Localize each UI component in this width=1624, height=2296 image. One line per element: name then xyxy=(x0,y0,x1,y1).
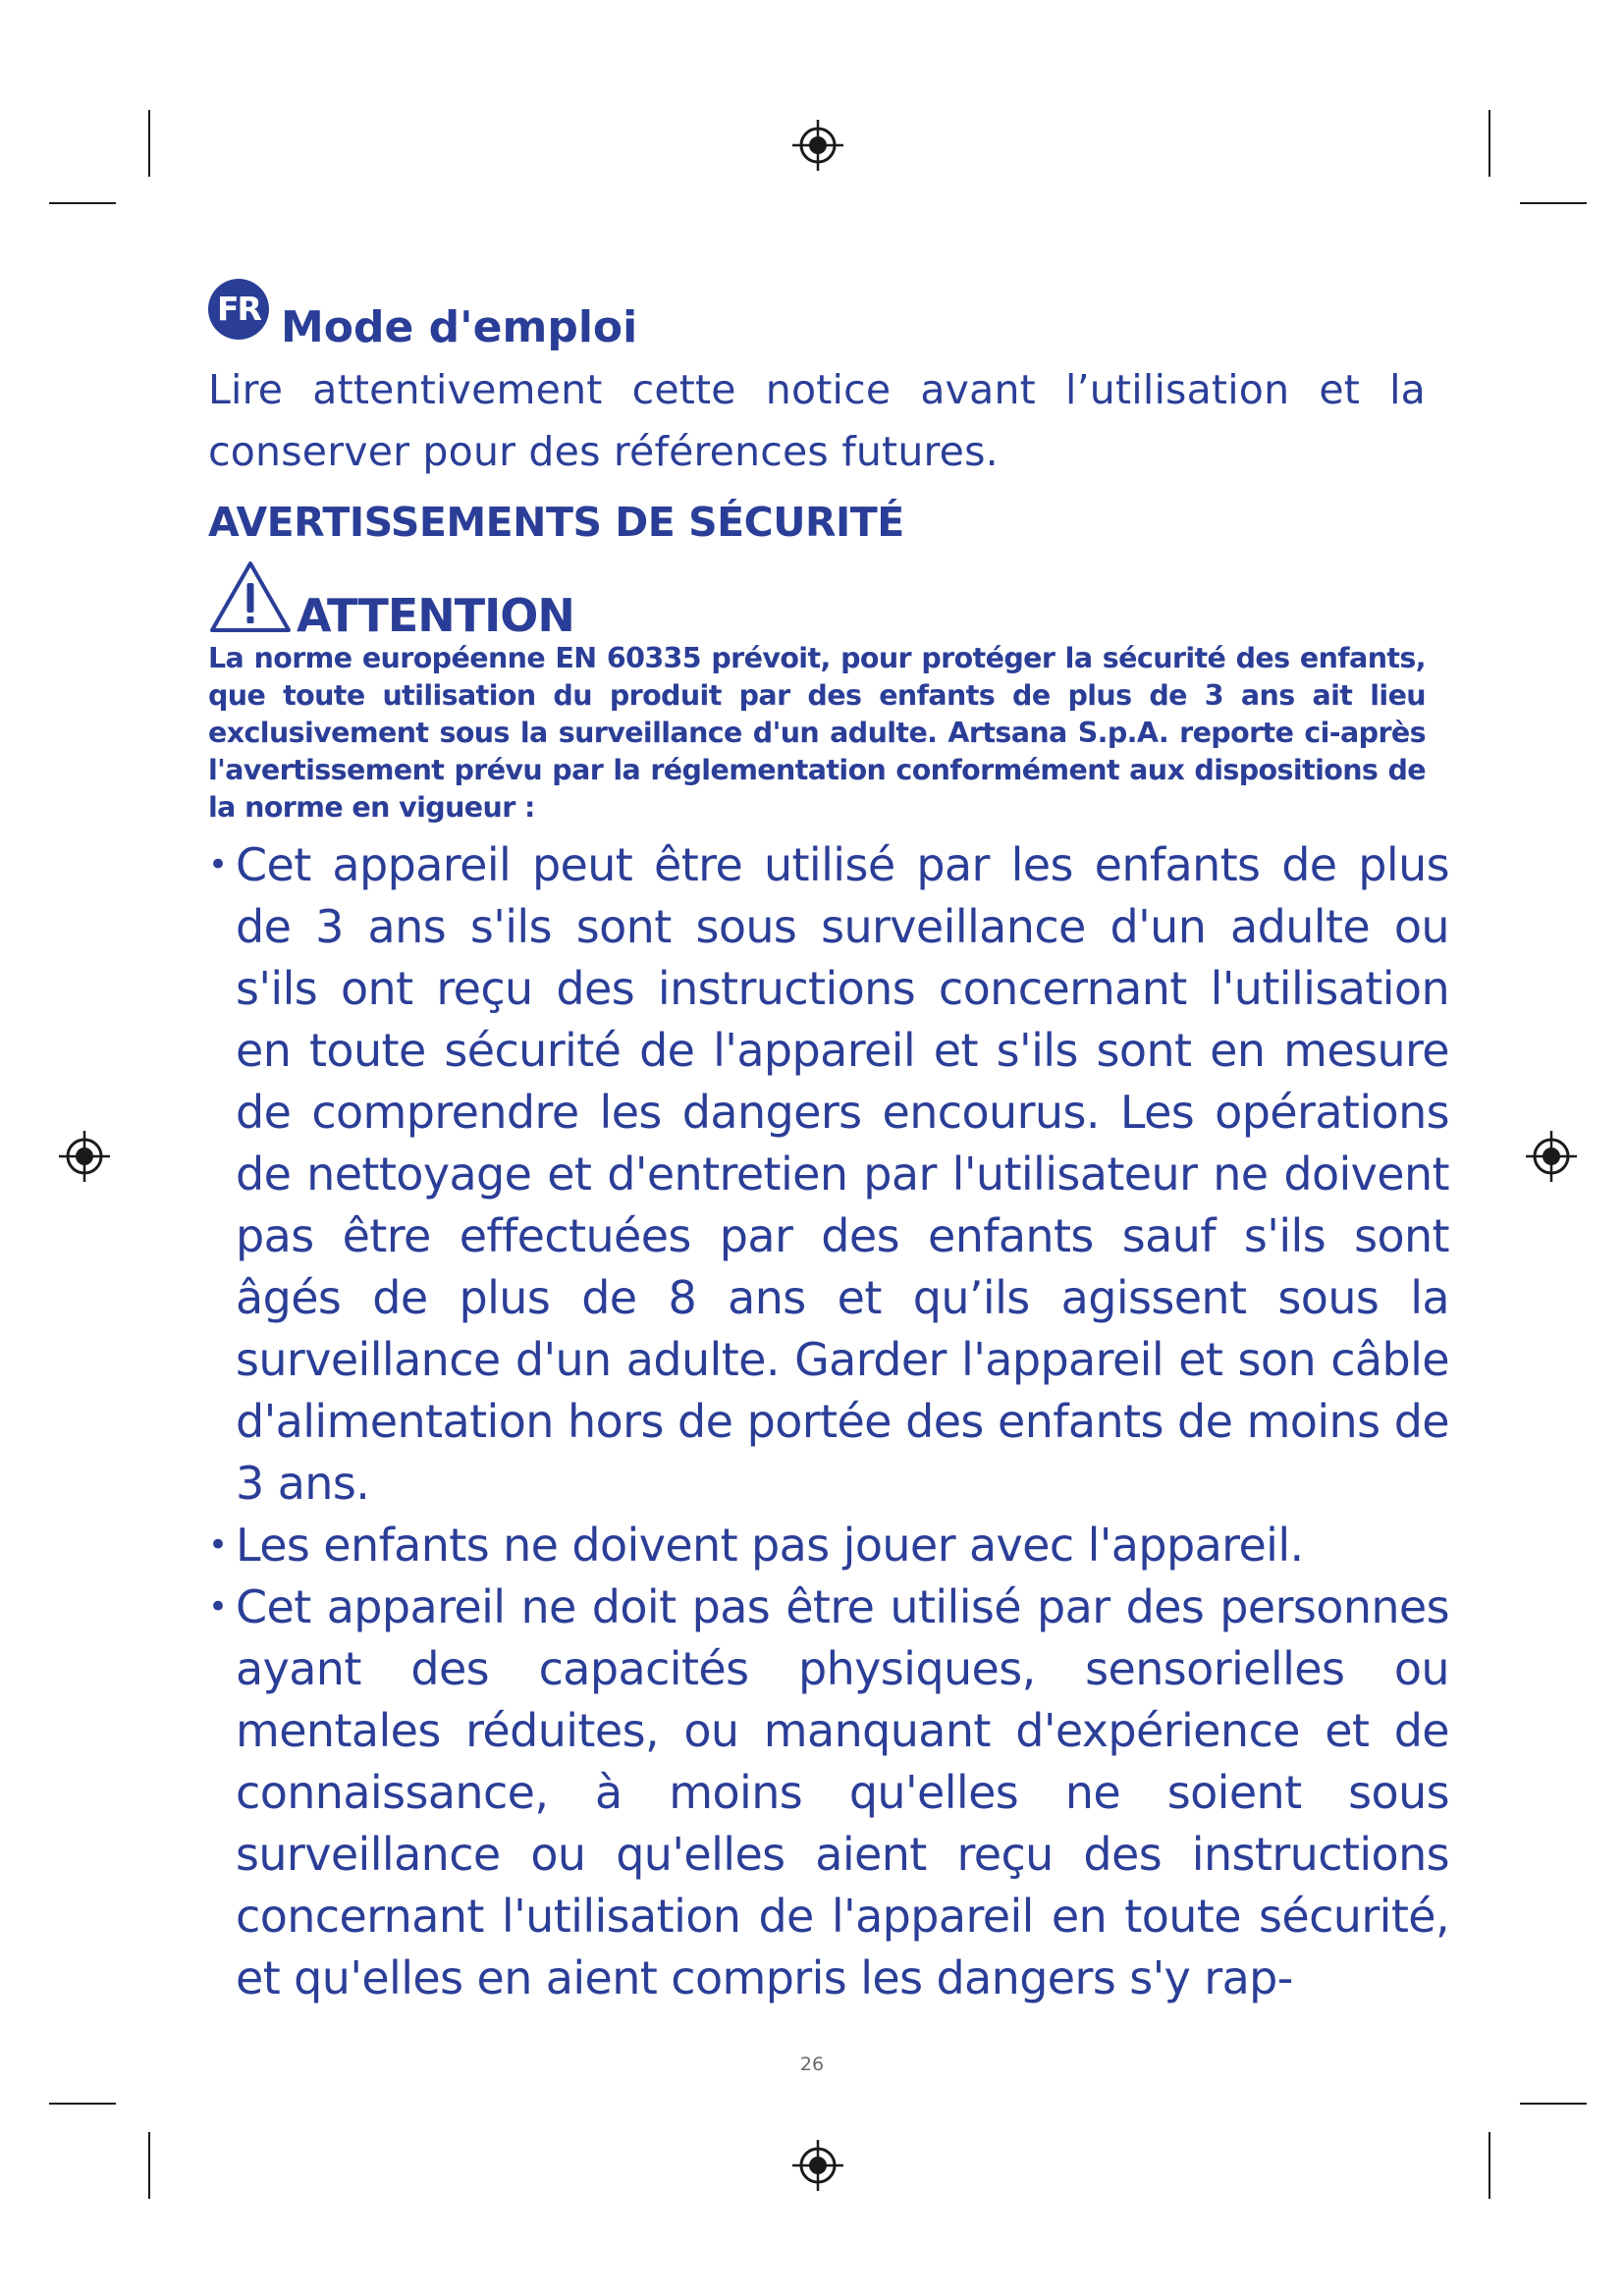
crop-mark-bottom-left-horizontal xyxy=(49,2103,116,2105)
legal-notice: La norme européenne EN 60335 prévoit, pour protéger la sécurité des enfants, que toute utilisation du produit par des enfants de plus de 3 ans ait lieu exclusivement sous la surveillance d'un adulte. Artsana S.p.A. reporte ci-après l'avertissement prévu par la réglementation conformément aux dispositions de la norme en vigueur : xyxy=(208,642,1426,824)
registration-mark-icon xyxy=(1524,1129,1579,1184)
crop-mark-bottom-left-vertical xyxy=(148,2132,150,2199)
crop-mark-bottom-right-horizontal xyxy=(1520,2103,1587,2105)
registration-mark-icon xyxy=(790,2138,845,2193)
crop-mark-top-right-vertical xyxy=(1489,110,1490,177)
section-title: AVERTISSEMENTS DE SÉCURITÉ xyxy=(208,499,904,546)
crop-mark-top-right-horizontal xyxy=(1520,202,1587,204)
warning-triangle-icon xyxy=(208,560,293,634)
list-item xyxy=(208,1576,1449,2009)
crop-mark-bottom-right-vertical xyxy=(1489,2132,1490,2199)
list-item xyxy=(208,834,1449,1515)
registration-mark-icon xyxy=(790,118,845,173)
safety-warning-list xyxy=(208,834,1449,2009)
list-item-text: Cet appareil peut être utilisé par les enfants de plus de 3 ans s'ils sont sous surveillance d'un adulte ou s'ils ont reçu des instructions concernant l'utilisation en toute sécurité de l'appareil et s'ils sont en mesure de comprendre les dangers encourus. Les opérations de nettoyage et d'entretien par l'utilisateur ne doivent pas être effectuées par des enfants sauf s'ils sont âgés de plus de 8 ans et qu’ils agissent sous la surveillance d'un adulte. Garder l'appareil et son câble d'alimentation hors de portée des enfants de moins de 3 ans. xyxy=(236,838,1449,1510)
list-item xyxy=(208,1515,1449,1576)
page-title: Mode d'emploi xyxy=(281,302,638,352)
crop-mark-top-left-horizontal xyxy=(49,202,116,204)
list-item-text: Cet appareil ne doit pas être utilisé par des personnes ayant des capacités physiques, sensorielles ou mentales réduites, ou manquant d'expérience et de connaissance, à moins qu'elles ne soient sous surveillance ou qu'elles aient reçu des instructions concernant l'utilisation de l'appareil en toute sécurité, et qu'elles en aient compris les dangers s'y rap- xyxy=(236,1580,1449,2004)
page-number: 26 xyxy=(799,2054,825,2075)
registration-mark-icon xyxy=(57,1129,112,1184)
attention-label: ATTENTION xyxy=(297,589,574,642)
bullet-icon: • xyxy=(208,845,228,884)
fr-badge-icon: FR xyxy=(208,279,269,340)
bullet-icon: • xyxy=(208,1587,228,1627)
document-header xyxy=(208,275,637,352)
bullet-icon: • xyxy=(208,1525,228,1565)
intro-paragraph: Lire attentivement cette notice avant l’utilisation et la conserver pour des références futures. xyxy=(208,366,1426,475)
attention-heading xyxy=(208,560,574,642)
list-item-text: Les enfants ne doivent pas jouer avec l'appareil. xyxy=(236,1519,1304,1572)
crop-mark-top-left-vertical xyxy=(148,110,150,177)
